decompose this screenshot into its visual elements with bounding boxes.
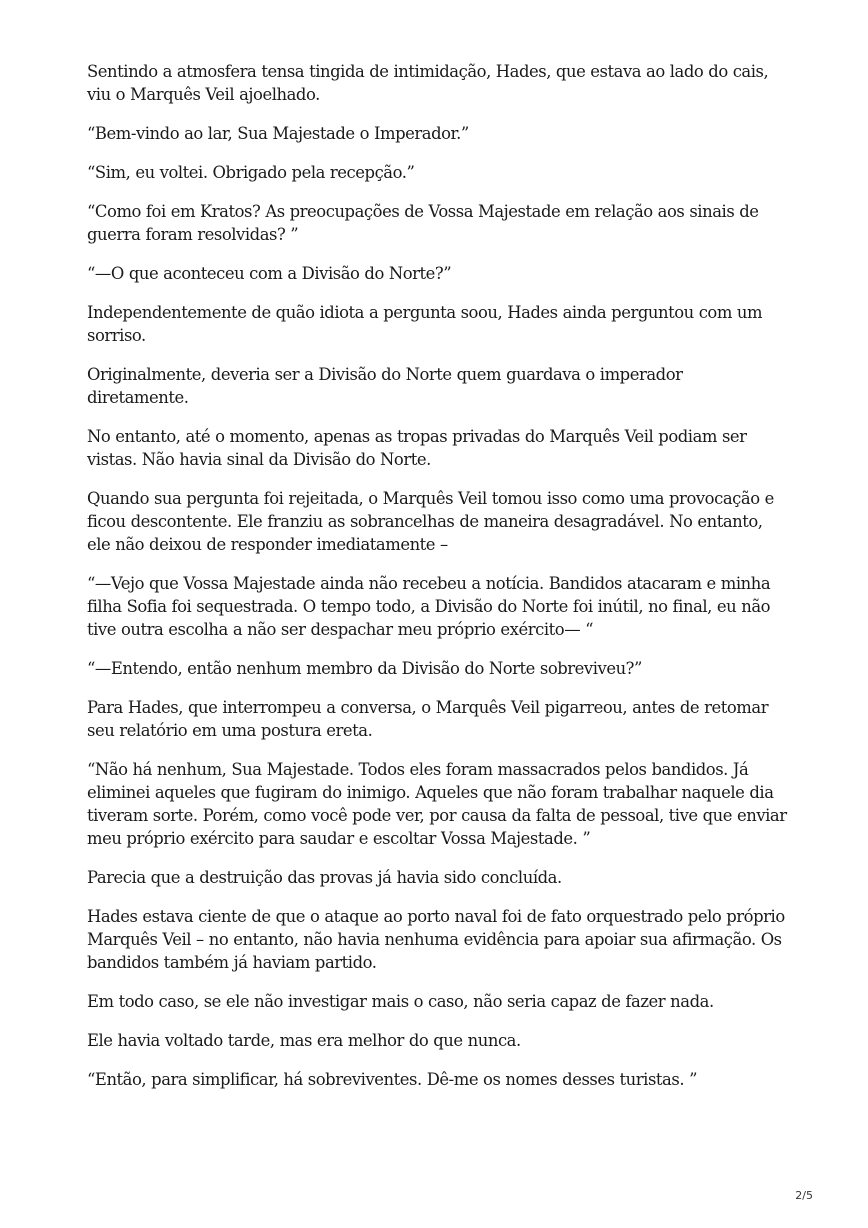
paragraph: “Não há nenhum, Sua Majestade. Todos eles foram massacrados pelos bandidos. Já eliminei aqueles que fugiram do inimigo. Aqueles que não foram trabalhar naquele dia tiveram sorte. Porém, como você pode ver, por causa da falta de pessoal, tive que enviar meu próprio exército para saudar e escoltar Vossa Majestade. ” [87,760,787,848]
paragraph: “Como foi em Kratos? As preocupações de Vossa Majestade em relação aos sinais de guerra foram resolvidas? ” [87,202,759,244]
paragraph: “—O que aconteceu com a Divisão do Norte?” [87,264,452,283]
paragraph: Em todo caso, se ele não investigar mais o caso, não seria capaz de fazer nada. [87,992,714,1011]
paragraph: “—Entendo, então nenhum membro da Divisão do Norte sobreviveu?” [87,659,642,678]
paragraph: “Sim, eu voltei. Obrigado pela recepção.” [87,163,415,182]
paragraph: Originalmente, deveria ser a Divisão do Norte quem guardava o imperador diretamente. [87,365,683,407]
paragraph: Ele havia voltado tarde, mas era melhor do que nunca. [87,1031,521,1050]
paragraph: Para Hades, que interrompeu a conversa, o Marquês Veil pigarreou, antes de retomar seu relatório em uma postura ereta. [87,698,769,740]
document-body [87,60,787,1107]
paragraph: Sentindo a atmosfera tensa tingida de intimidação, Hades, que estava ao lado do cais, viu o Marquês Veil ajoelhado. [87,62,769,104]
paragraph: Independentemente de quão idiota a pergunta soou, Hades ainda perguntou com um sorriso. [87,303,763,345]
paragraph: Parecia que a destruição das provas já havia sido concluída. [87,868,562,887]
page-number: 2/5 [795,1189,813,1202]
paragraph: “Bem-vindo ao lar, Sua Majestade o Imperador.” [87,124,469,143]
paragraph: “—Vejo que Vossa Majestade ainda não recebeu a notícia. Bandidos atacaram e minha filha Sofia foi sequestrada. O tempo todo, a Divisão do Norte foi inútil, no final, eu não tive outra escolha a não ser despachar meu próprio exército— “ [87,574,771,639]
paragraph: Hades estava ciente de que o ataque ao porto naval foi de fato orquestrado pelo próprio Marquês Veil – no entanto, não havia nenhuma evidência para apoiar sua afirmação. Os bandidos também já haviam partido. [87,907,785,972]
paragraph: Quando sua pergunta foi rejeitada, o Marquês Veil tomou isso como uma provocação e ficou descontente. Ele franziu as sobrancelhas de maneira desagradável. No entanto, ele não deixou de responder imediatamente – [87,489,774,554]
paragraph: “Então, para simplificar, há sobreviventes. Dê-me os nomes desses turistas. ” [87,1070,697,1089]
paragraph: No entanto, até o momento, apenas as tropas privadas do Marquês Veil podiam ser vistas. Não havia sinal da Divisão do Norte. [87,427,747,469]
